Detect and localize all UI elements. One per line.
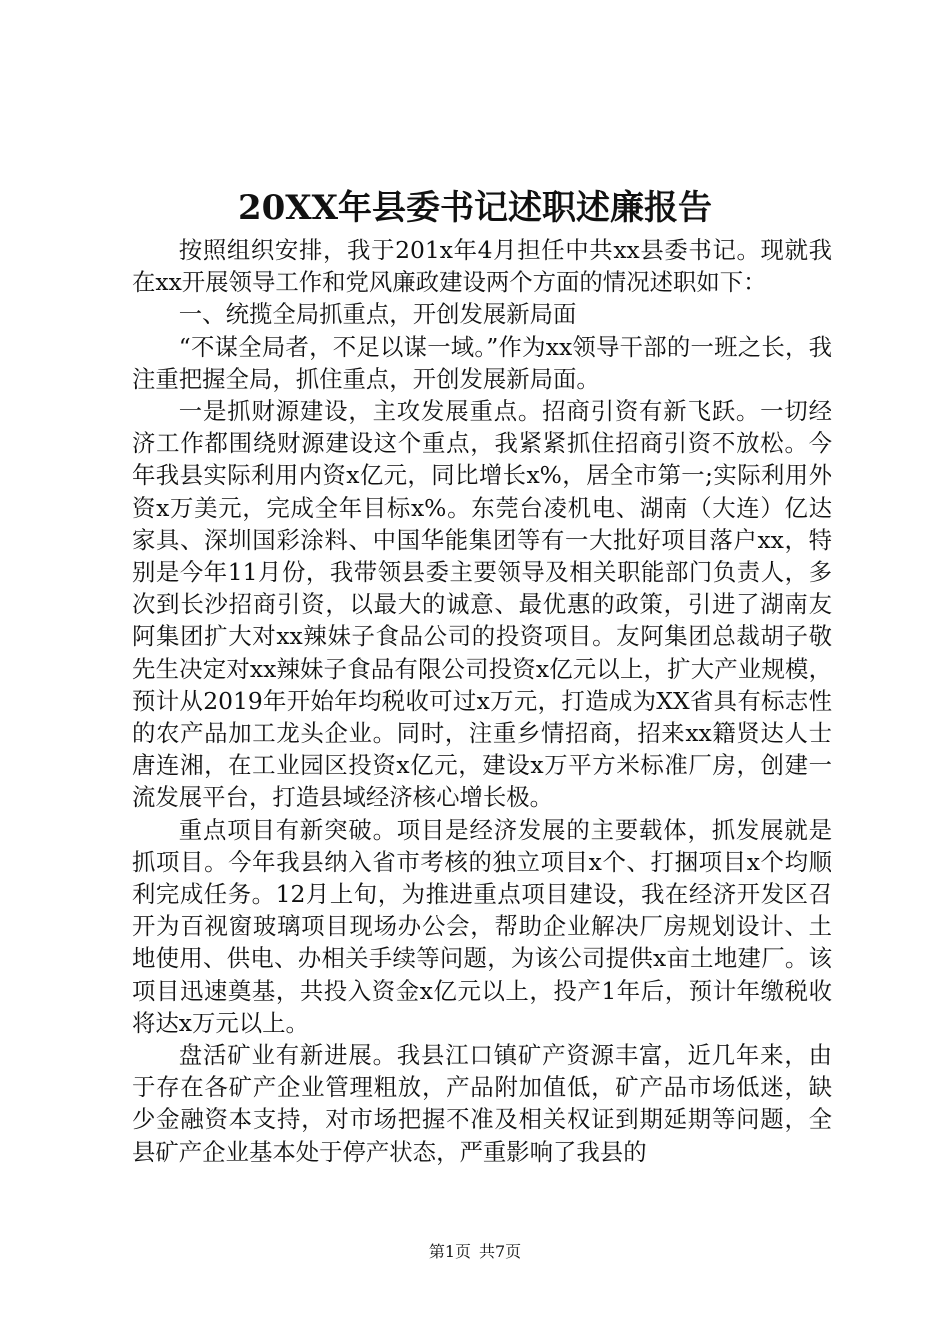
page-number: 第1页 xyxy=(428,1242,471,1261)
page-footer xyxy=(0,1240,950,1264)
paragraph-mining: 盘活矿业有新进展。我县江口镇矿产资源丰富，近几年来，由于存在各矿产企业管理粗放，产品附加值低，矿产品市场低迷，缺少金融资本支持，对市场把握不准及相关权证到期延期等问题，全县矿产企业基本处于停产状态，严重影响了我县的 xyxy=(132,1041,832,1166)
section-heading-1: 一、统揽全局抓重点，开创发展新局面 xyxy=(178,300,577,329)
paragraph-quote: “不谋全局者，不足以谋一域。”作为xx领导干部的一班之长，我注重把握全局，抓住重点，开创发展新局面。 xyxy=(132,332,832,393)
paragraph-intro: 按照组织安排，我于201x年4月担任中共xx县委书记。现就我在xx开展领导工作和党风廉政建设两个方面的情况述职如下： xyxy=(132,236,832,297)
paragraph-finance: 一是抓财源建设，主攻发展重点。招商引资有新飞跃。一切经济工作都围绕财源建设这个重点，我紧紧抓住招商引资不放松。今年我县实际利用内资x亿元，同比增长x%，居全市第一;实际利用外资x万美元，完成全年目标x%。东莞台凌机电、湖南（大连）亿达家具、深圳国彩涂料、中国华能集团等有一大批好项目落户xx，特别是今年11月份，我带领县委主要领导及相关职能部门负责人，多次到长沙招商引资，以最大的诚意、最优惠的政策，引进了湖南友阿集团扩大对xx辣妹子食品公司的投资项目。友阿集团总裁胡子敬先生决定对xx辣妹子食品有限公司投资x亿元以上，扩大产业规模，预计从2019年开始年均税收可过x万元，打造成为XX省具有标志性的农产品加工龙头企业。同时，注重乡情招商，招来xx籍贤达人士唐连湘，在工业园区投资x亿元，建设x万平方米标准厂房，创建一流发展平台，打造县域经济核心增长极。 xyxy=(132,397,832,812)
paragraph-projects: 重点项目有新突破。项目是经济发展的主要载体，抓发展就是抓项目。今年我县纳入省市考核的独立项目x个、打捆项目x个均顺利完成任务。12月上旬，为推进重点项目建设，我在经济开发区召开为百视窗玻璃项目现场办公会，帮助企业解决厂房规划设计、土地使用、供电、办相关手续等问题，为该公司提供x亩土地建厂。该项目迅速奠基，共投入资金x亿元以上，投产1年后，预计年缴税收将达x万元以上。 xyxy=(132,815,832,1037)
page-total: 共7页 xyxy=(479,1242,522,1261)
document-body xyxy=(132,234,832,1168)
document-title: 20XX年县委书记述职述廉报告 xyxy=(237,188,713,228)
